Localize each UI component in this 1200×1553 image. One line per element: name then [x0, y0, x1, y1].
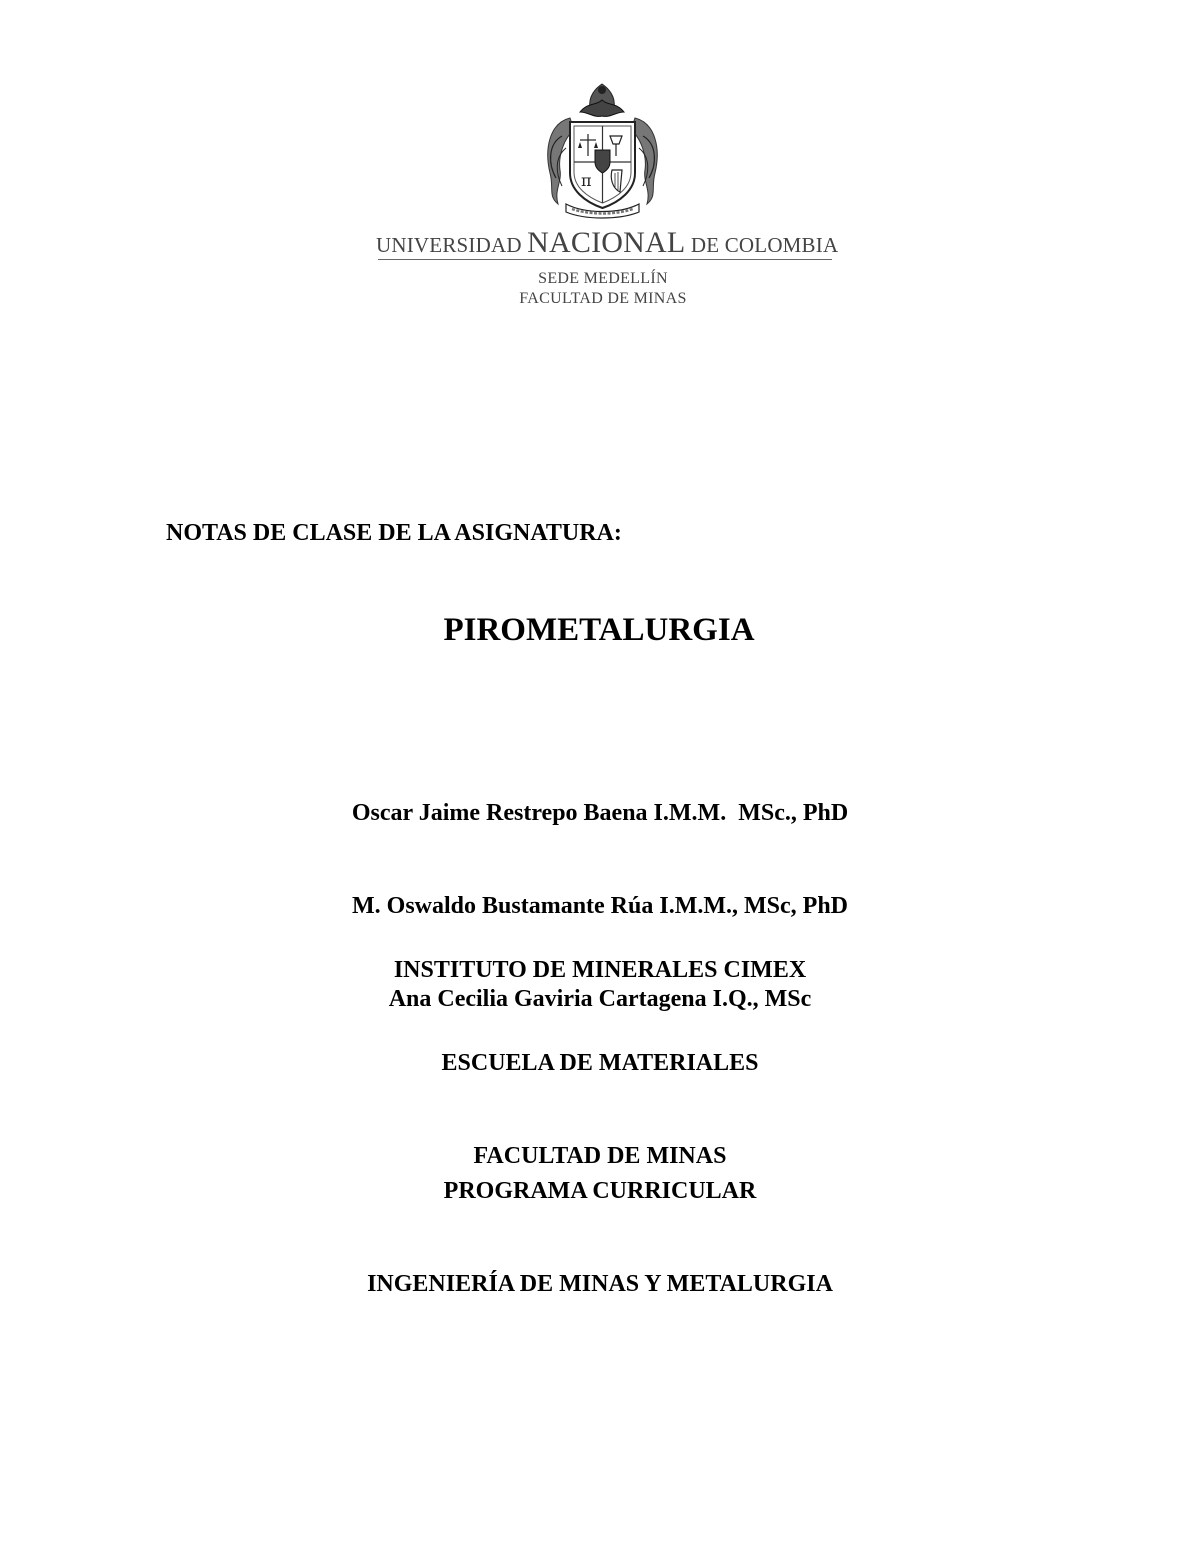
svg-text:π: π — [581, 171, 592, 190]
program-block — [0, 1114, 1200, 1362]
author-line: M. Oswaldo Bustamante Rúa I.M.M., MSc, PhD — [352, 893, 848, 919]
university-name-main: NACIONAL — [527, 226, 686, 259]
university-divider — [378, 259, 832, 260]
program-line: INGENIERÍA DE MINAS Y METALURGIA — [367, 1271, 833, 1297]
institute-line: INSTITUTO DE MINERALES CIMEX — [393, 957, 807, 983]
university-name-prefix: UNIVERSIDAD — [376, 233, 528, 257]
university-name — [376, 226, 839, 260]
institute-line: FACULTAD DE MINAS — [473, 1143, 727, 1169]
document-title-text: PIROMETALURGIA — [443, 612, 755, 648]
document-title — [0, 612, 1200, 649]
university-name-suffix: DE COLOMBIA — [685, 233, 839, 257]
university-crest-icon — [540, 78, 665, 220]
program-line: PROGRAMA CURRICULAR — [443, 1178, 757, 1204]
notas-heading: NOTAS DE CLASE DE LA ASIGNATURA: — [166, 520, 622, 546]
author-line: Oscar Jaime Restrepo Baena I.M.M. MSc., PhD — [351, 800, 849, 826]
sede-label: SEDE MEDELLÍN — [538, 270, 668, 287]
institute-line: ESCUELA DE MATERIALES — [441, 1050, 759, 1076]
facultad-label: FACULTAD DE MINAS — [519, 290, 687, 307]
author-line: Ana Cecilia Gaviria Cartagena I.Q., MSc — [388, 986, 812, 1012]
